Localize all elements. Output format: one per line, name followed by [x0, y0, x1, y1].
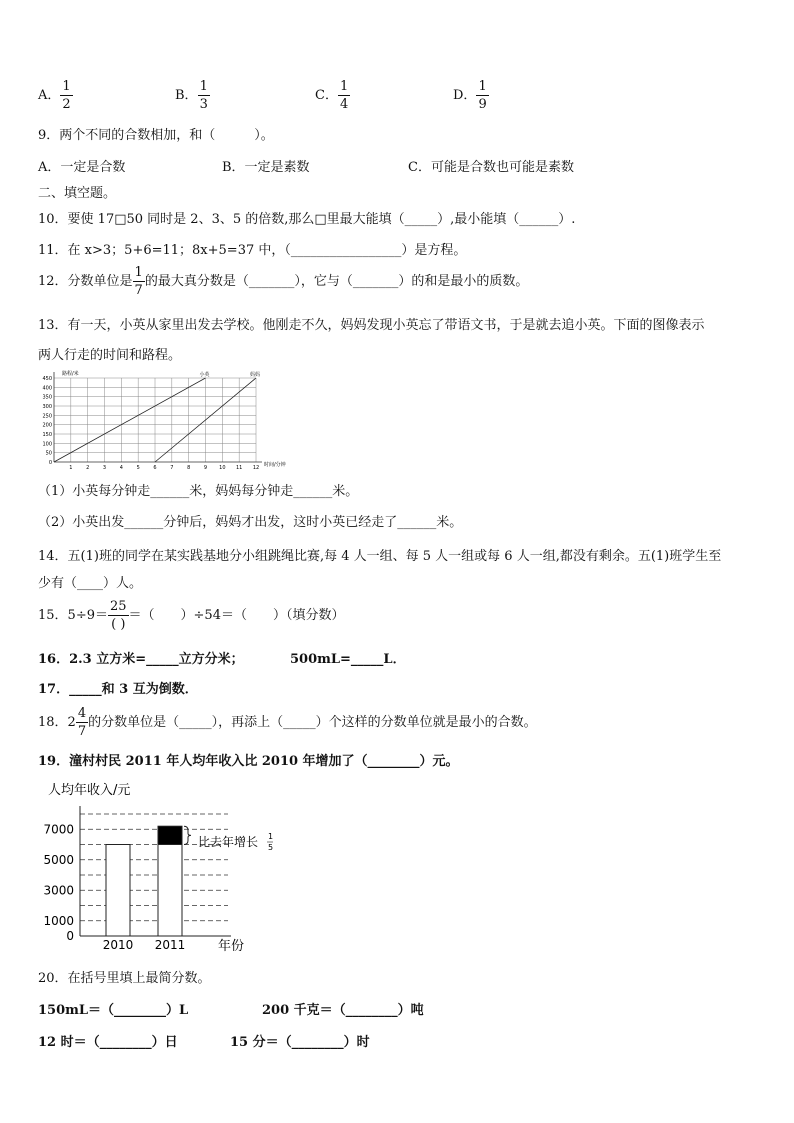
- x-tick-label: 8: [187, 465, 191, 471]
- y-tick-label: 450: [42, 376, 52, 382]
- bar-y-tick-label: 1000: [43, 913, 74, 928]
- x-tick-label: 4: [119, 465, 123, 471]
- q16-part2: 500mL=_____L．: [290, 652, 406, 667]
- q20-a: 150mL＝（________）L: [38, 1003, 189, 1018]
- q17-text: 17．_____和 3 互为倒数．: [38, 682, 198, 697]
- distance-time-chart: [36, 366, 286, 471]
- q13-sub1: （1）小英每分钟走______米，妈妈每分钟走______米。: [38, 484, 359, 499]
- y-tick-label: 150: [42, 432, 52, 438]
- chart-grid: [54, 378, 256, 462]
- q11-text: 11．在 x>3；5+6=11；8x+5=37 中，（_________________）是方程。: [38, 243, 467, 258]
- q18-text: 18．2 $\frac{4}{7}$ 的分数单位是（_____），再添上（_____）个这样的分数单位就是最小的合数。: [38, 706, 537, 739]
- series-label: 妈妈: [250, 372, 261, 378]
- x-tick-label: 3: [102, 465, 107, 471]
- chart-lines: [54, 371, 260, 462]
- increase-annotation-den: 5: [268, 843, 274, 852]
- income-bar-chart: [36, 776, 296, 956]
- bar-chart-y-ticks: [43, 822, 74, 943]
- series-line-小英: [54, 378, 206, 462]
- q8-option-d: D． $\frac{1}{9}$: [453, 79, 487, 112]
- chart-y-ticks: [42, 376, 52, 466]
- q9-option-c: C．可能是合数也可能是素数: [408, 160, 574, 175]
- q20-title: 20．在括号里填上最简分数。: [38, 971, 211, 986]
- q8-option-c: C． $\frac{1}{4}$: [315, 79, 349, 112]
- x-tick-label: 12: [252, 465, 260, 471]
- q13-line2: 两人行走的时间和路程。: [38, 348, 182, 363]
- y-tick-label: 350: [42, 394, 52, 401]
- x-tick-label: 5: [136, 465, 140, 471]
- q10-text: 10．要使 17□50 同时是 2、3、5 的倍数,那么□里最大能填（_____）,最小能填（______）.: [38, 212, 576, 227]
- y-tick-label: 50: [45, 450, 52, 457]
- series-label: 小英: [199, 372, 210, 378]
- q16-part1: 16．2.3 立方米=_____立方分米；: [38, 652, 244, 667]
- y-tick-label: 200: [42, 422, 52, 429]
- x-tick-label: 7: [170, 465, 174, 471]
- bar-y-tick-label: 0: [66, 929, 74, 943]
- x-tick-label: 10: [219, 465, 226, 471]
- x-tick-label: 1: [69, 465, 73, 471]
- chart-ylabel: 路程/米: [62, 371, 79, 377]
- q19-text: 19．潼村村民 2011 年人均年收入比 2010 年增加了（________）元。: [38, 754, 459, 769]
- q14-line2: 少有（____）人。: [38, 576, 143, 591]
- x-tick-label: 2: [86, 465, 90, 471]
- increase-annotation-num: 1: [268, 832, 274, 841]
- q20-c: 12 时＝（________）日: [38, 1035, 178, 1050]
- q9-option-a: A．一定是合数: [38, 160, 126, 175]
- q9-option-b: B．一定是素数: [222, 160, 310, 175]
- q20-b: 200 千克＝（________）吨: [262, 1003, 424, 1018]
- bar-y-tick-label: 5000: [43, 852, 74, 867]
- q20-d: 15 分＝（________）时: [230, 1035, 370, 1050]
- bar-chart-grid: [80, 814, 228, 921]
- bar-category-label: 2010: [102, 938, 134, 952]
- q9-text: 9．两个不同的合数相加，和（ ）。: [38, 128, 274, 143]
- bar-increase-2011: [158, 826, 182, 844]
- x-tick-label: 11: [235, 465, 243, 471]
- bar-y-tick-label: 3000: [43, 883, 74, 898]
- chart-x-ticks: [69, 465, 259, 471]
- y-tick-label: 0: [48, 460, 52, 466]
- bar-chart-xlabel: 年份: [218, 939, 245, 954]
- y-tick-label: 300: [42, 404, 52, 410]
- q8-option-b: B． $\frac{1}{3}$: [175, 79, 208, 112]
- y-tick-label: 250: [42, 413, 52, 420]
- q12-text: 12．分数单位是 $\frac{1}{7}$ 的最大真分数是（_______），它与（_______）的和是最小的质数。: [38, 265, 529, 298]
- increase-annotation: 比去年增长: [198, 835, 259, 849]
- x-tick-label: 6: [153, 465, 157, 471]
- bar-category-label: 2011: [154, 938, 186, 952]
- bar-chart-ylabel: 人均年收入/元: [48, 783, 131, 798]
- x-tick-label: 9: [203, 465, 208, 471]
- bar-2010: [106, 845, 130, 937]
- q14-line1: 14．五(1)班的同学在某实践基地分小组跳绳比赛,每 4 人一组、每 5 人一组或每 6 人一组,都没有剩余。五(1)班学生至: [38, 549, 722, 564]
- q13-line1: 13．有一天，小英从家里出发去学校。他刚走不久，妈妈发现小英忘了带语文书，于是就去追小英。下面的图像表示: [38, 318, 705, 333]
- bar-y-tick-label: 7000: [43, 822, 74, 837]
- q15-text: 15．5÷9＝ $\frac{25}{( )}$ ＝（ ）÷54＝（ ）（填分数）: [38, 599, 345, 632]
- q8-option-a: A． $\frac{1}{2}$: [38, 79, 71, 112]
- chart-xlabel: 时间/分钟: [264, 462, 286, 468]
- q13-sub2: （2）小英出发______分钟后，妈妈才出发，这时小英已经走了______米。: [38, 515, 463, 530]
- y-tick-label: 100: [42, 441, 52, 448]
- bar-chart-bars: [103, 826, 186, 952]
- section-title: 二、填空题。: [38, 186, 117, 201]
- bar-2011: [158, 845, 182, 937]
- y-tick-label: 400: [42, 385, 52, 392]
